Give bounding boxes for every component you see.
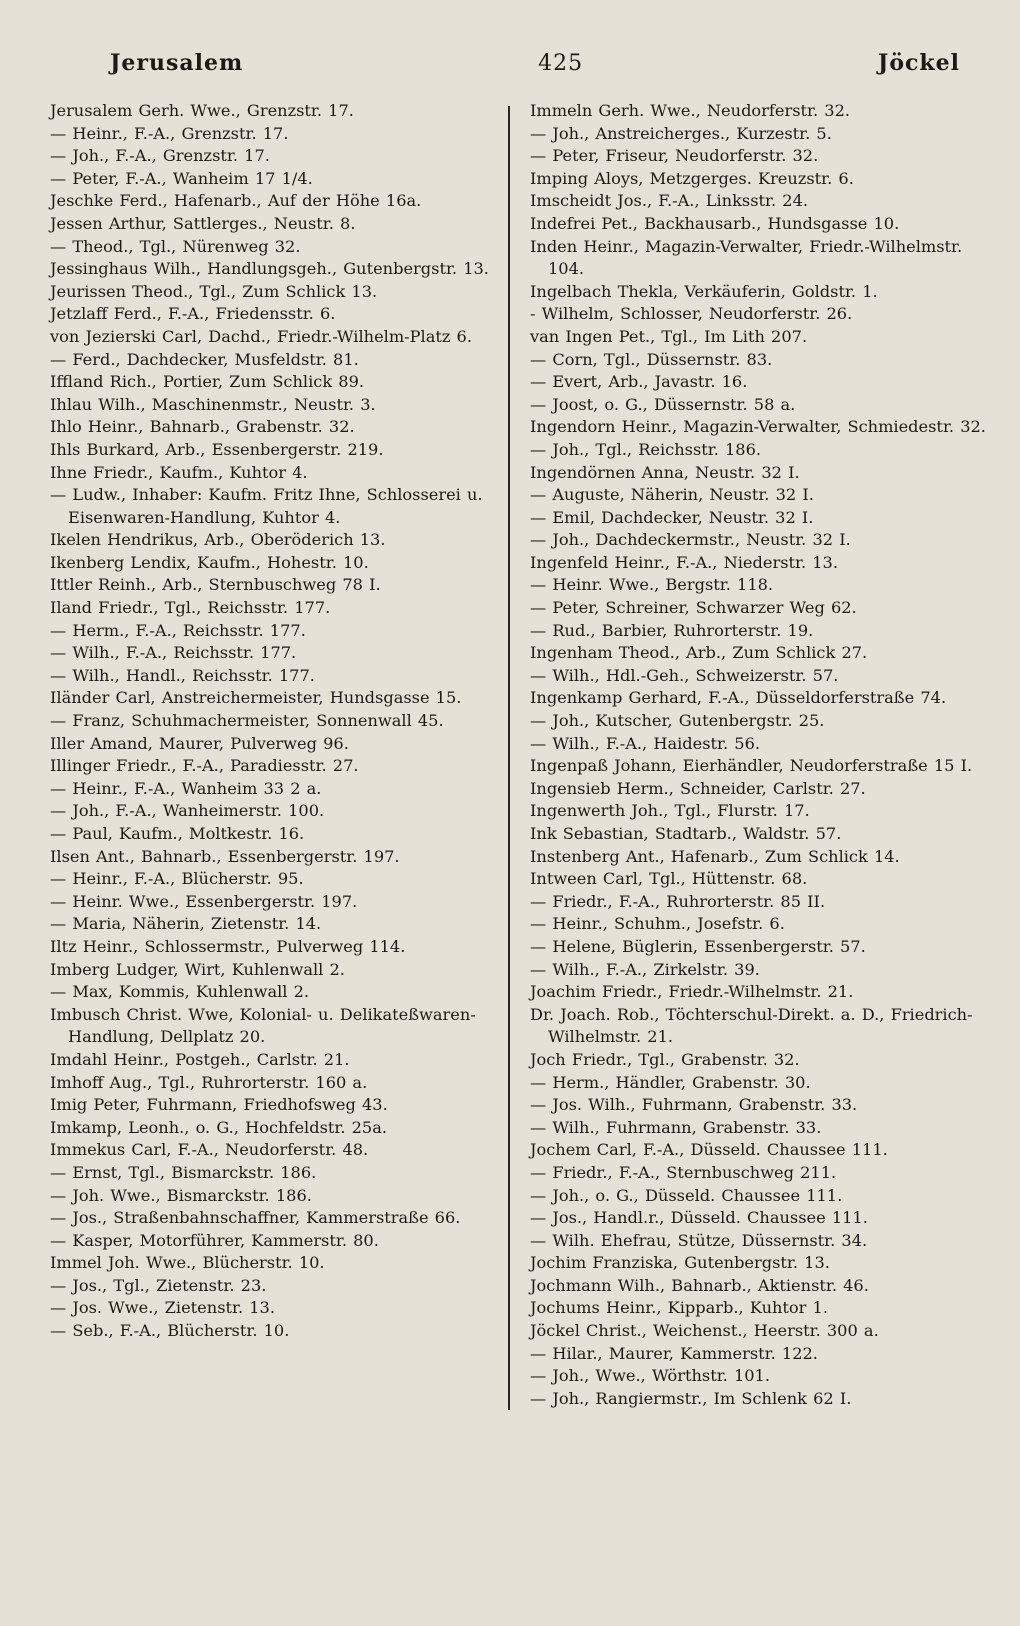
header-left-name: Jerusalem: [110, 50, 244, 76]
directory-entry: — Herm., F.-A., Reichsstr. 177.: [50, 620, 306, 640]
directory-entry: — Wilh., F.-A., Zirkelstr. 39.: [530, 959, 760, 979]
directory-entry: Ingenham Theod., Arb., Zum Schlick 27.: [530, 643, 868, 663]
directory-entry: Iländer Carl, Anstreichermeister, Hundsgasse 15.: [50, 688, 462, 708]
directory-entry: Immeln Gerh. Wwe., Neudorferstr. 32.: [530, 101, 851, 120]
directory-entry: Ingenpaß Johann, Eierhändler, Neudorferstraße 15 I.: [530, 756, 973, 776]
directory-entry: Iland Friedr., Tgl., Reichsstr. 177.: [50, 598, 331, 618]
directory-entry: Imping Aloys, Metzgerges. Kreuzstr. 6.: [530, 168, 854, 188]
directory-entry: Jochem Carl, F.-A., Düsseld. Chaussee 111.: [530, 1140, 888, 1160]
directory-entry: Joch Friedr., Tgl., Grabenstr. 32.: [530, 1049, 800, 1069]
directory-entry: Ihls Burkard, Arb., Essenbergerstr. 219.: [50, 439, 384, 459]
directory-entry: — Wilh. Ehefrau, Stütze, Düssernstr. 34.: [530, 1230, 868, 1250]
directory-entry: Ingenfeld Heinr., F.-A., Niederstr. 13.: [530, 552, 838, 572]
directory-entry: Jochmann Wilh., Bahnarb., Aktienstr. 46.: [530, 1275, 869, 1295]
directory-entry: — Joh., F.-A., Wanheimerstr. 100.: [50, 801, 325, 821]
directory-entry: Intween Carl, Tgl., Hüttenstr. 68.: [530, 869, 808, 889]
directory-entry: Iffland Rich., Portier, Zum Schlick 89.: [50, 372, 365, 392]
directory-entry: — Heinr., F.-A., Wanheim 33 2 a.: [50, 778, 322, 798]
directory-entry: Imig Peter, Fuhrmann, Friedhofsweg 43.: [50, 1095, 388, 1115]
page-header: [50, 50, 990, 100]
right-column: [518, 100, 988, 1410]
directory-entry: Instenberg Ant., Hafenarb., Zum Schlick 14.: [530, 846, 900, 866]
directory-entry: — Theod., Tgl., Nürenweg 32.: [50, 236, 301, 256]
page-number: 425: [538, 51, 584, 76]
directory-entry: Ingelbach Thekla, Verkäuferin, Goldstr. 1.: [530, 281, 878, 301]
directory-entry: Ingendorn Heinr., Magazin-Verwalter, Schmiedestr. 32.: [530, 417, 986, 437]
directory-entry: — Emil, Dachdecker, Neustr. 32 I.: [530, 507, 814, 527]
directory-entry: — Paul, Kaufm., Moltkestr. 16.: [50, 824, 305, 843]
directory-entry: Jöckel Christ., Weichenst., Heerstr. 300 a.: [530, 1321, 879, 1341]
directory-entry: — Hilar., Maurer, Kammerstr. 122.: [530, 1343, 818, 1363]
directory-entry: — Friedr., F.-A., Ruhrorterstr. 85 II.: [530, 891, 826, 911]
directory-entry: — Heinr., Schuhm., Josefstr. 6.: [530, 914, 785, 934]
directory-entry: Imscheidt Jos., F.-A., Linksstr. 24.: [530, 191, 809, 211]
directory-entry: — Joh., Anstreicherges., Kurzestr. 5.: [530, 123, 832, 143]
directory-entry: — Franz, Schuhmachermeister, Sonnenwall 45.: [50, 711, 444, 731]
directory-entry: Imberg Ludger, Wirt, Kuhlenwall 2.: [50, 959, 345, 979]
directory-entry: - Wilhelm, Schlosser, Neudorferstr. 26.: [530, 304, 853, 324]
directory-entry: Imdahl Heinr., Postgeh., Carlstr. 21.: [50, 1049, 350, 1069]
header-right-name: Jöckel: [877, 50, 960, 76]
directory-entry: — Joh., Tgl., Reichsstr. 186.: [530, 439, 762, 459]
directory-entry: — Peter, F.-A., Wanheim 17 1/4.: [50, 168, 313, 188]
directory-entry: Ikelen Hendrikus, Arb., Oberöderich 13.: [50, 530, 386, 550]
directory-entry: von Jezierski Carl, Dachd., Friedr.-Wilhelm-Platz 6.: [50, 326, 472, 346]
directory-entry: Ihlau Wilh., Maschinenmstr., Neustr. 3.: [50, 394, 376, 414]
directory-entry: — Helene, Büglerin, Essenbergerstr. 57.: [530, 936, 866, 956]
directory-entry: — Ludw., Inhaber: Kaufm. Fritz Ihne, Schlosserei u. Eisenwaren-Handlung, Kuhtor 4.: [50, 485, 483, 527]
directory-entry: — Jos., Straßenbahnschaffner, Kammerstraße 66.: [50, 1208, 461, 1228]
directory-entry: — Maria, Näherin, Zietenstr. 14.: [50, 914, 322, 934]
directory-entry: — Joh., Rangiermstr., Im Schlenk 62 I.: [530, 1388, 852, 1408]
directory-entry: Indefrei Pet., Backhausarb., Hundsgasse 10.: [530, 213, 900, 233]
directory-entry: — Peter, Schreiner, Schwarzer Weg 62.: [530, 598, 857, 618]
directory-entry: — Joh., o. G., Düsseld. Chaussee 111.: [530, 1185, 843, 1205]
directory-entry: Inden Heinr., Magazin-Verwalter, Friedr.-Wilhelmstr. 104.: [530, 236, 963, 279]
directory-entry: — Heinr. Wwe., Bergstr. 118.: [530, 575, 774, 595]
directory-entry: Ilsen Ant., Bahnarb., Essenbergerstr. 197.: [50, 846, 400, 866]
directory-entry: Ittler Reinh., Arb., Sternbuschweg 78 I.: [50, 575, 381, 595]
directory-entry: Ihlo Heinr., Bahnarb., Grabenstr. 32.: [50, 417, 355, 437]
directory-entry: — Evert, Arb., Javastr. 16.: [530, 372, 748, 392]
directory-entry: Illinger Friedr., F.-A., Paradiesstr. 27.: [50, 756, 359, 776]
directory-entry: Ingendörnen Anna, Neustr. 32 I.: [530, 462, 800, 482]
directory-entry: Imbusch Christ. Wwe, Kolonial- u. Delikateßwaren-Handlung, Dellplatz 20.: [50, 1004, 476, 1047]
directory-entry: Immekus Carl, F.-A., Neudorferstr. 48.: [50, 1140, 369, 1160]
left-column: [50, 100, 500, 1410]
directory-entry: — Wilh., Handl., Reichsstr. 177.: [50, 665, 315, 685]
directory-entry: — Peter, Friseur, Neudorferstr. 32.: [530, 146, 819, 166]
columns: [50, 100, 990, 1410]
directory-entry: Joachim Friedr., Friedr.-Wilhelmstr. 21.: [530, 982, 854, 1002]
column-divider: [508, 106, 510, 1410]
directory-entry: — Wilh., F.-A., Reichsstr. 177.: [50, 643, 297, 663]
directory-entry: — Heinr., F.-A., Grenzstr. 17.: [50, 123, 289, 143]
directory-entry: — Wilh., Fuhrmann, Grabenstr. 33.: [530, 1117, 822, 1137]
directory-entry: — Seb., F.-A., Blücherstr. 10.: [50, 1321, 290, 1341]
directory-entry: Jeurissen Theod., Tgl., Zum Schlick 13.: [50, 281, 378, 301]
directory-entry: — Max, Kommis, Kuhlenwall 2.: [50, 982, 310, 1002]
directory-entry: Iller Amand, Maurer, Pulverweg 96.: [50, 733, 349, 753]
directory-entry: — Jos. Wilh., Fuhrmann, Grabenstr. 33.: [530, 1095, 858, 1115]
directory-entry: Jessen Arthur, Sattlerges., Neustr. 8.: [50, 213, 356, 233]
directory-entry: Jerusalem Gerh. Wwe., Grenzstr. 17.: [50, 101, 354, 120]
directory-entry: — Jos. Wwe., Zietenstr. 13.: [50, 1298, 275, 1318]
directory-entry: — Heinr., F.-A., Blücherstr. 95.: [50, 869, 304, 889]
directory-entry: — Friedr., F.-A., Sternbuschweg 211.: [530, 1162, 837, 1182]
directory-entry: Ingenkamp Gerhard, F.-A., Düsseldorferstraße 74.: [530, 688, 947, 708]
directory-entry: Imkamp, Leonh., o. G., Hochfeldstr. 25a.: [50, 1117, 388, 1137]
directory-entry: van Ingen Pet., Tgl., Im Lith 207.: [530, 326, 808, 346]
directory-entry: — Corn, Tgl., Düssernstr. 83.: [530, 349, 773, 369]
directory-entry: Jochums Heinr., Kipparb., Kuhtor 1.: [530, 1298, 828, 1318]
directory-entry: Ihne Friedr., Kaufm., Kuhtor 4.: [50, 462, 308, 482]
directory-entry: Jeschke Ferd., Hafenarb., Auf der Höhe 16a.: [50, 191, 422, 211]
directory-entry: — Joh., Kutscher, Gutenbergstr. 25.: [530, 711, 825, 731]
directory-entry: — Heinr. Wwe., Essenbergerstr. 197.: [50, 891, 358, 911]
directory-entry: — Herm., Händler, Grabenstr. 30.: [530, 1072, 811, 1092]
directory-entry: — Kasper, Motorführer, Kammerstr. 80.: [50, 1230, 379, 1250]
directory-entry: Ingensieb Herm., Schneider, Carlstr. 27.: [530, 778, 866, 798]
directory-entry: Imhoff Aug., Tgl., Ruhrorterstr. 160 a.: [50, 1072, 368, 1092]
directory-entry: — Jos., Tgl., Zietenstr. 23.: [50, 1275, 267, 1295]
directory-entry: — Wilh., Hdl.-Geh., Schweizerstr. 57.: [530, 665, 839, 685]
directory-entry: — Ernst, Tgl., Bismarckstr. 186.: [50, 1162, 317, 1182]
directory-entry: Jessinghaus Wilh., Handlungsgeh., Gutenbergstr. 13.: [50, 259, 489, 279]
directory-entry: Ink Sebastian, Stadtarb., Waldstr. 57.: [530, 824, 842, 843]
directory-entry: — Joh., Dachdeckermstr., Neustr. 32 I.: [530, 530, 851, 550]
directory-entry: Dr. Joach. Rob., Töchterschul-Direkt. a. D., Friedrich-Wilhelmstr. 21.: [530, 1004, 973, 1047]
directory-entry: — Joh., F.-A., Grenzstr. 17.: [50, 146, 270, 166]
directory-entry: — Rud., Barbier, Ruhrorterstr. 19.: [530, 620, 814, 640]
directory-entry: — Joost, o. G., Düssernstr. 58 a.: [530, 394, 796, 414]
directory-entry: — Wilh., F.-A., Haidestr. 56.: [530, 733, 761, 753]
directory-entry: Ingenwerth Joh., Tgl., Flurstr. 17.: [530, 801, 810, 821]
directory-entry: Iltz Heinr., Schlossermstr., Pulverweg 114.: [50, 936, 406, 956]
directory-entry: — Jos., Handl.r., Düsseld. Chaussee 111.: [530, 1208, 868, 1228]
directory-entry: Jetzlaff Ferd., F.-A., Friedensstr. 6.: [50, 304, 336, 324]
directory-entry: — Joh., Wwe., Wörthstr. 101.: [530, 1366, 770, 1386]
directory-entry: Jochim Franziska, Gutenbergstr. 13.: [530, 1253, 830, 1273]
directory-entry: — Auguste, Näherin, Neustr. 32 I.: [530, 485, 814, 505]
directory-entry: — Joh. Wwe., Bismarckstr. 186.: [50, 1185, 312, 1205]
directory-entry: — Ferd., Dachdecker, Musfeldstr. 81.: [50, 349, 359, 369]
directory-entry: Immel Joh. Wwe., Blücherstr. 10.: [50, 1253, 325, 1273]
directory-entry: Ikenberg Lendix, Kaufm., Hohestr. 10.: [50, 552, 369, 572]
